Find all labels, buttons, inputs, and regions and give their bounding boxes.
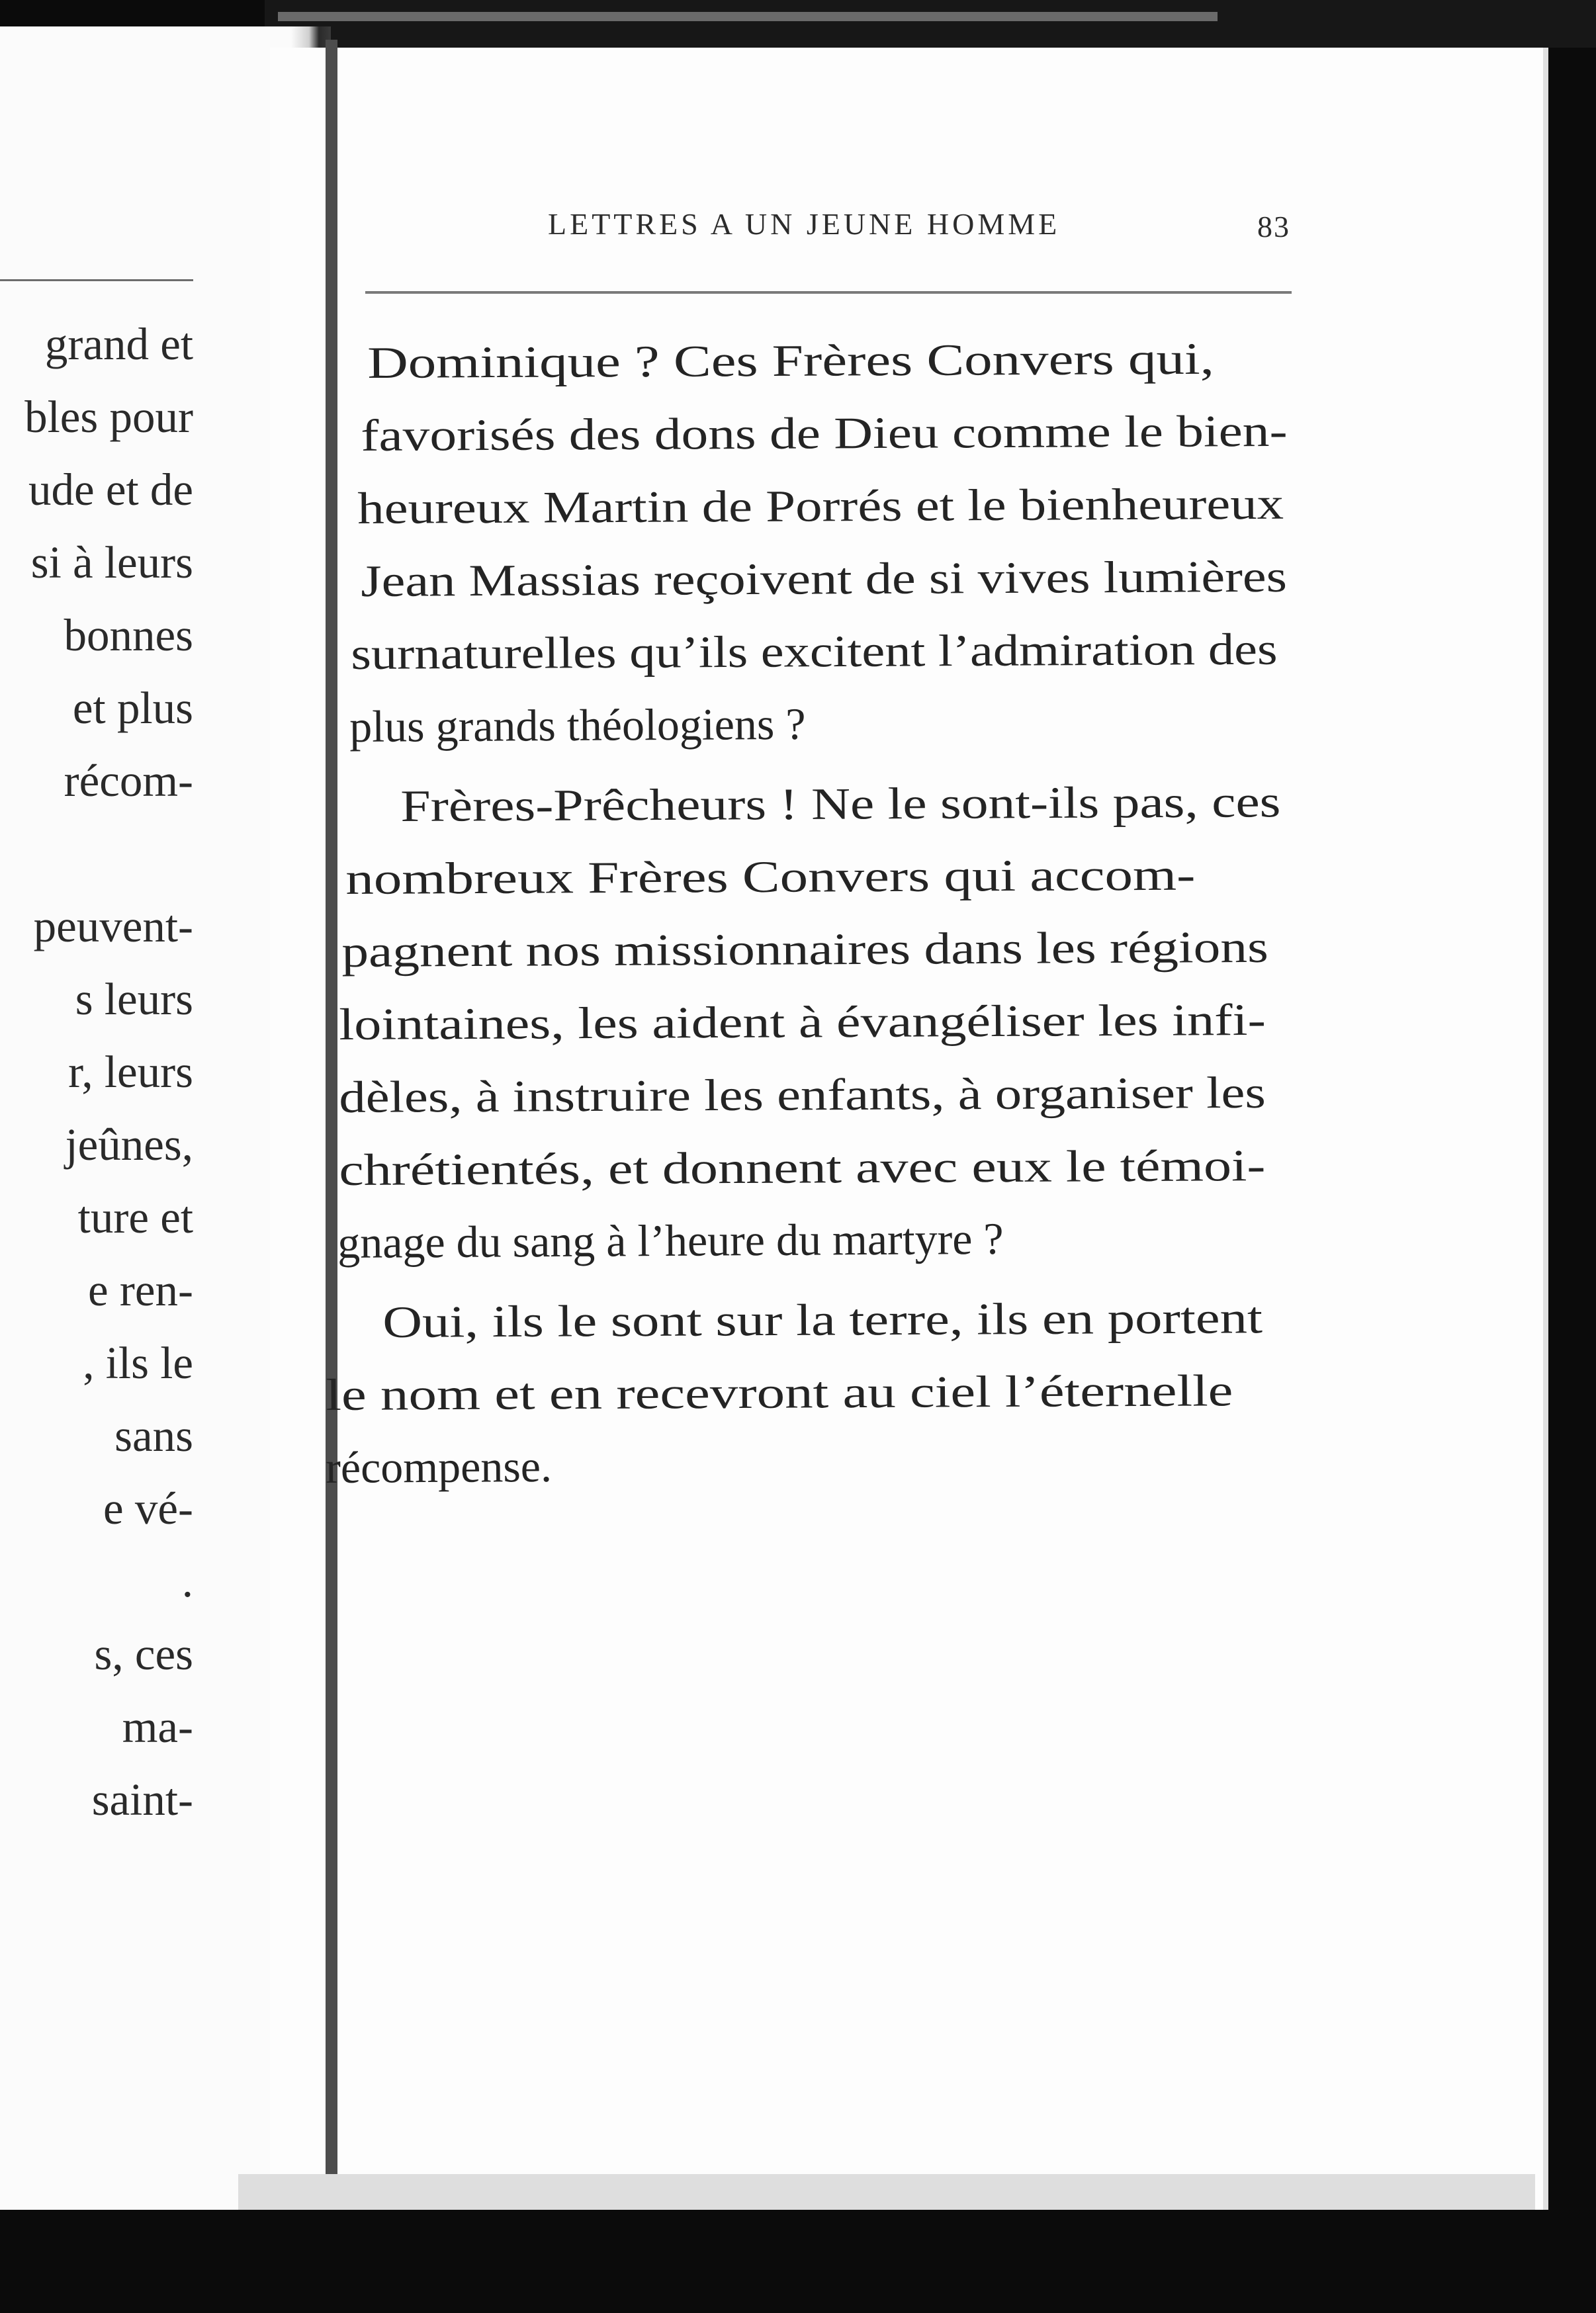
body-text-line: favorisés des dons de Dieu comme le bien- [361,405,1288,460]
left-page-line: bonnes [64,610,193,660]
running-header [277,206,1296,347]
left-page-line: bles pour [24,392,193,442]
right-page-edge [1543,48,1548,2210]
body-text-line: pagnent nos missionnaires dans les régions [341,921,1269,977]
left-page-header-rule [0,279,193,281]
scanner-top-border [265,0,1596,48]
body-text-line: Dominique ? Ces Frères Convers qui, [367,333,1215,388]
body-text-line: lointaines, les aident à évangéliser les infi- [339,994,1266,1049]
left-page-line: ma- [122,1702,193,1752]
left-page-line: ture et [77,1192,193,1243]
body-text-line: dèles, à instruire les enfants, à organiser les [339,1067,1266,1122]
body-text-line: le nom et en recevront au ciel l’éternelle [326,1365,1233,1420]
body-text-line: surnaturelles qu’ils excitent l’admiration des [351,623,1278,679]
left-page-line: r, leurs [68,1047,193,1097]
left-page-line: , ils le [83,1338,193,1388]
body-text-line: plus grands théologiens ? [349,698,806,752]
book-spine [326,40,337,2216]
body-text-line: heureux Martin de Porrés et le bienheureux [357,478,1284,533]
left-page-line: saint- [91,1774,193,1825]
left-page-line: s, ces [94,1629,193,1679]
page-number: 83 [1257,210,1290,243]
page-bottom-edge [238,2174,1535,2214]
left-page-line: e vé- [103,1483,193,1534]
body-text-line: nombreux Frères Convers qui accom- [345,849,1196,904]
left-page-line: jeûnes, [65,1119,193,1170]
page-top-edge [278,12,1218,21]
header-rule [365,291,1292,294]
body-text-line: Oui, ils le sont sur la terre, ils en portent [382,1292,1263,1347]
left-page-line: récom- [64,756,193,806]
body-text-line: Jean Massias reçoivent de si vives lumières [361,550,1288,606]
body-text-line: Frères-Prêcheurs ! Ne le sont-ils pas, ces [400,776,1281,831]
scanner-bottom-border [0,2210,1596,2313]
left-page-line: sans [114,1411,193,1461]
left-page-line: . [181,1556,193,1606]
running-header-title: LETTRES A UN JEUNE HOMME [548,207,1061,241]
left-page-line: grand et [44,319,193,369]
left-page-line: peuvent- [33,901,193,951]
left-page-line: e ren- [88,1265,193,1315]
left-page-line: et plus [72,683,193,733]
left-page-line: si à leurs [30,537,193,588]
left-page-line: ude et de [28,464,193,515]
body-text-line: récompense. [326,1440,553,1493]
left-page-line: s leurs [75,974,193,1024]
body-text-line: chrétientés, et donnent avec eux le témoi- [339,1140,1266,1195]
body-text-line: gnage du sang à l’heure du martyre ? [337,1213,1004,1268]
